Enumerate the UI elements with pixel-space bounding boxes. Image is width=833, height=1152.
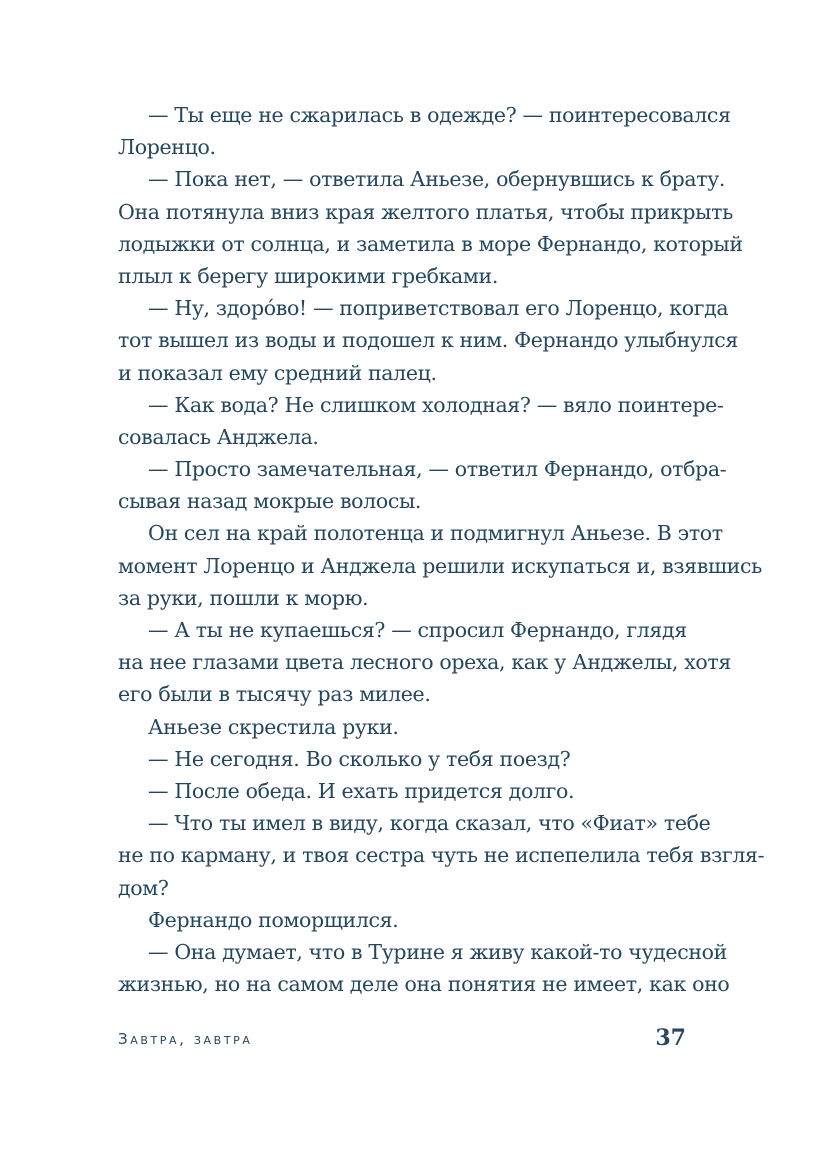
text-line: — Что ты имел в виду, когда сказал, что «Фиат» тебе <box>148 811 711 836</box>
page-number: 37 <box>655 1025 686 1051</box>
text-line: не по карману, и твоя сестра чуть не испепелила тебя взгля- <box>118 843 765 868</box>
body-text <box>118 99 765 1000</box>
text-line: на нее глазами цвета лесного ореха, как у Анджелы, хотя <box>118 650 731 675</box>
text-line: плыл к берегу широкими гребками. <box>118 263 499 288</box>
text-line: лодыжки от солнца, и заметила в море Фернандо, который <box>118 231 743 256</box>
text-line: — Ну, здоро́во! — поприветствовал его Лоренцо, когда <box>148 296 729 321</box>
text-line: жизнью, но на самом деле она понятия не имеет, как оно <box>118 972 730 997</box>
text-line: его были в тысячу раз милее. <box>118 682 431 707</box>
text-line: Она потянула вниз края желтого платья, чтобы прикрыть <box>118 199 733 224</box>
text-line: Аньезе скрестила руки. <box>148 714 399 739</box>
text-line: и показал ему средний палец. <box>118 360 437 385</box>
text-line: — Просто замечательная, — ответил Фернандо, отбра- <box>148 457 727 482</box>
text-line: — После обеда. И ехать придется долго. <box>148 778 575 803</box>
text-line: — Как вода? Не слишком холодная? — вяло поинтере- <box>148 392 724 417</box>
text-line: Фернандо поморщился. <box>148 907 399 932</box>
text-line: — Она думает, что в Турине я живу какой-то чудесной <box>148 939 727 964</box>
text-line: — Ты еще не сжарилась в одежде? — поинтересовался <box>148 103 731 127</box>
text-line: момент Лоренцо и Анджела решили искупаться и, взявшись <box>118 553 762 578</box>
text-line: сывая назад мокрые волосы. <box>118 489 422 514</box>
text-line: — Пока нет, — ответила Аньезе, обернувшись к брату. <box>148 167 726 192</box>
running-title: Завтра, завтра <box>118 1030 253 1048</box>
text-line: Лоренцо. <box>118 135 216 160</box>
text-line: Он сел на край полотенца и подмигнул Аньезе. В этот <box>148 521 723 546</box>
text-line: — Не сегодня. Во сколько у тебя поезд? <box>148 746 571 771</box>
text-line: совалась Анджела. <box>118 424 319 449</box>
text-line: тот вышел из воды и подошел к ним. Фернандо улыбнулся <box>118 328 738 353</box>
text-line: — А ты не купаешься? — спросил Фернандо, глядя <box>148 618 687 642</box>
text-line: дом? <box>118 875 169 900</box>
text-line: за руки, пошли к морю. <box>118 585 369 610</box>
